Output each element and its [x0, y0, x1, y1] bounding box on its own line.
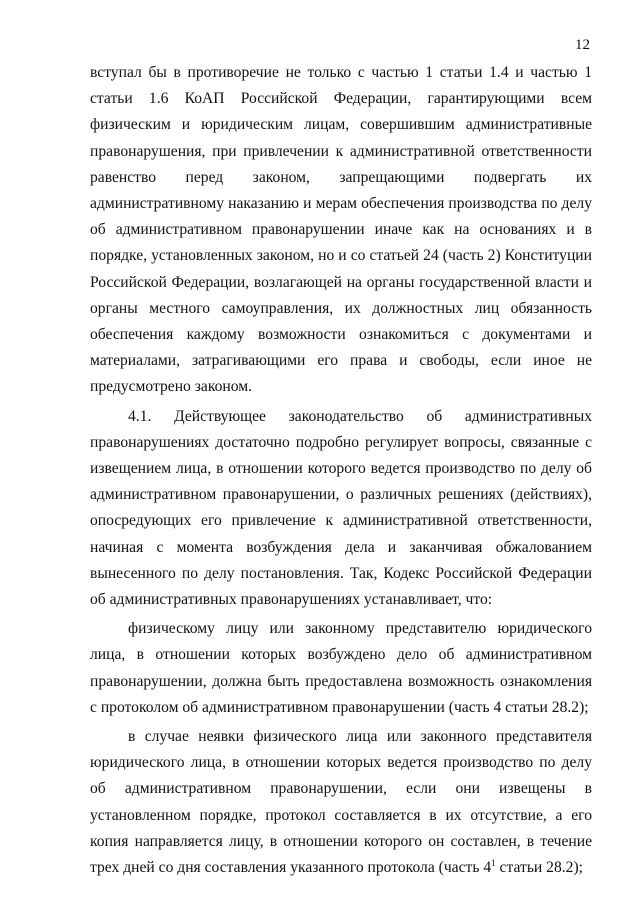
- paragraph-2: 4.1. Действующее законодательство об административных правонарушениях достаточно подробно регулирует вопросы, связанные с извещением лица, в отношении которого ведется производство по делу об административном правонарушении, о различных решениях (действиях), опосредующих его привлечение к административной ответственности, начиная с момента возбуждения дела и заканчивая обжалованием вынесенного по делу постановления. Так, Кодекс Российской Федерации об административных правонарушениях устанавливает, что:: [90, 407, 592, 609]
- paragraph-4-text-after: статьи 28.2);: [495, 859, 583, 877]
- paragraph-4-superscript: 1: [491, 858, 496, 869]
- paragraph-3: физическому лицу или законному представителю юридического лица, в отношении которых возбуждено дело об административном правонарушении, должна быть предоставлена возможность ознакомления с протоколом об административном правонарушении (часть 4 статьи 28.2);: [90, 620, 592, 716]
- paragraph-4-text-before: в случае неявки физического лица или законного представителя юридического лица, в отношении которых ведется производство по делу об административном правонарушении, если они извещены в установленном порядке, протокол составляется в их отсутствие, а его копия направляется лицу, в отношении которого он составлен, в течение трех дней со дня составления указанного протокола (часть 4: [90, 728, 592, 877]
- paragraph-4: [90, 724, 592, 881]
- document-body: [90, 60, 592, 884]
- paragraph-1: вступал бы в противоречие не только с частью 1 статьи 1.4 и частью 1 статьи 1.6 КоАП Российской Федерации, гарантирующими всем физическим и юридическим лицам, совершившим административные правонарушения, при привлечении к административной ответственности равенство перед законом, запрещающими подвергать их административному наказанию и мерам обеспечения производства по делу об административном правонарушении иначе как на основаниях и в порядке, установленных законом, но и со статьей 24 (часть 2) Конституции Российской Федерации, возлагающей на органы государственной власти и органы местного самоуправления, их должностных лиц обязанность обеспечения каждому возможности ознакомиться с документами и материалами, затрагивающими его права и свободы, если иное не предусмотрено законом.: [90, 64, 592, 396]
- page-number: 12: [575, 37, 590, 53]
